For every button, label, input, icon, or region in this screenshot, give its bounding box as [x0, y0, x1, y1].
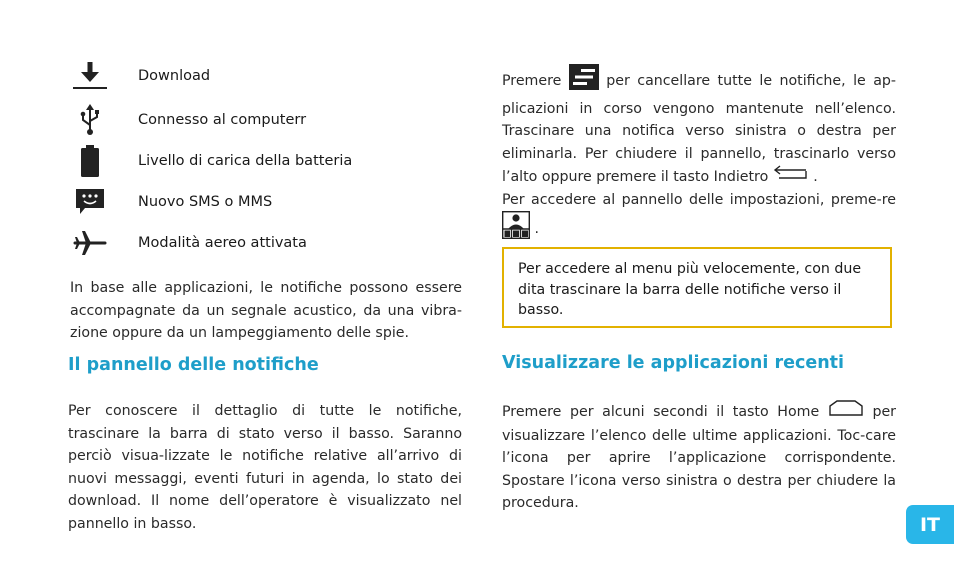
notification-panel-heading: Il pannello delle notifiche	[68, 355, 319, 375]
clear-all-icon	[569, 64, 599, 98]
sms-icon	[68, 184, 112, 220]
tip-text: Per accedere al menu più velocemente, con due dita trascinare la barra delle notifiche verso il basso.	[518, 261, 862, 318]
recent-text-before: Premere per alcuni secondi il tasto Home	[502, 403, 820, 420]
home-icon	[828, 399, 864, 425]
recent-apps-paragraph	[502, 399, 896, 515]
clear-text-after: per cancellare tutte le notifiche, le ap-plicazioni in corso vengono mantenute nell’elenco. Trascinare una notifica verso sinistra o destra per eliminarla. Per chiudere il pannello, trascinarlo verso l’alto oppure premere il tasto Indietro	[502, 72, 897, 185]
status-label: Download	[138, 68, 211, 84]
language-label: IT	[919, 513, 941, 536]
settings-panel-icon	[502, 211, 530, 247]
airplane-icon	[68, 225, 112, 261]
back-icon	[773, 165, 809, 189]
intro-paragraph: In base alle applicazioni, le notifiche possono essere accompagnate da un segnale acustico, da una vibra-zione oppure da un lampeggiamento delle spie.	[70, 280, 462, 341]
usb-icon	[68, 102, 112, 138]
battery-icon	[68, 143, 112, 179]
settings-text-before: Per accedere al pannello delle impostazioni, preme-re	[502, 191, 896, 208]
notification-panel-paragraph: Per conoscere il dettaglio di tutte le notifiche, trascinare la barra di stato verso il basso. Saranno perciò visua-lizzate le notifiche relative all’arrivo di nuovi messaggi, eventi futuri in agenda, lo stato dei download. Il nome dell’operatore è visualizzato nel pannello in basso.	[68, 403, 462, 532]
recent-apps-heading: Visualizzare le applicazioni recenti	[502, 353, 845, 373]
settings-text-end: .	[534, 220, 540, 237]
status-label: Nuovo SMS o MMS	[138, 194, 273, 210]
clear-text-before: Premere	[502, 72, 562, 89]
status-label: Connesso al computerr	[138, 112, 307, 128]
recent-text-after: per visualizzare l’elenco delle ultime applicazioni. Toc-care l’icona per aprire l’applicazione corrispondente. Spostare l’icona verso sinistra o destra per chiudere la procedura.	[502, 403, 897, 511]
status-label: Livello di carica della batteria	[138, 153, 353, 169]
clear-notifications-paragraph	[502, 64, 896, 247]
clear-text-end: .	[813, 168, 818, 185]
download-icon	[68, 58, 112, 94]
status-label: Modalità aereo attivata	[138, 235, 307, 251]
language-tab	[906, 505, 954, 544]
tip-box	[502, 247, 892, 328]
